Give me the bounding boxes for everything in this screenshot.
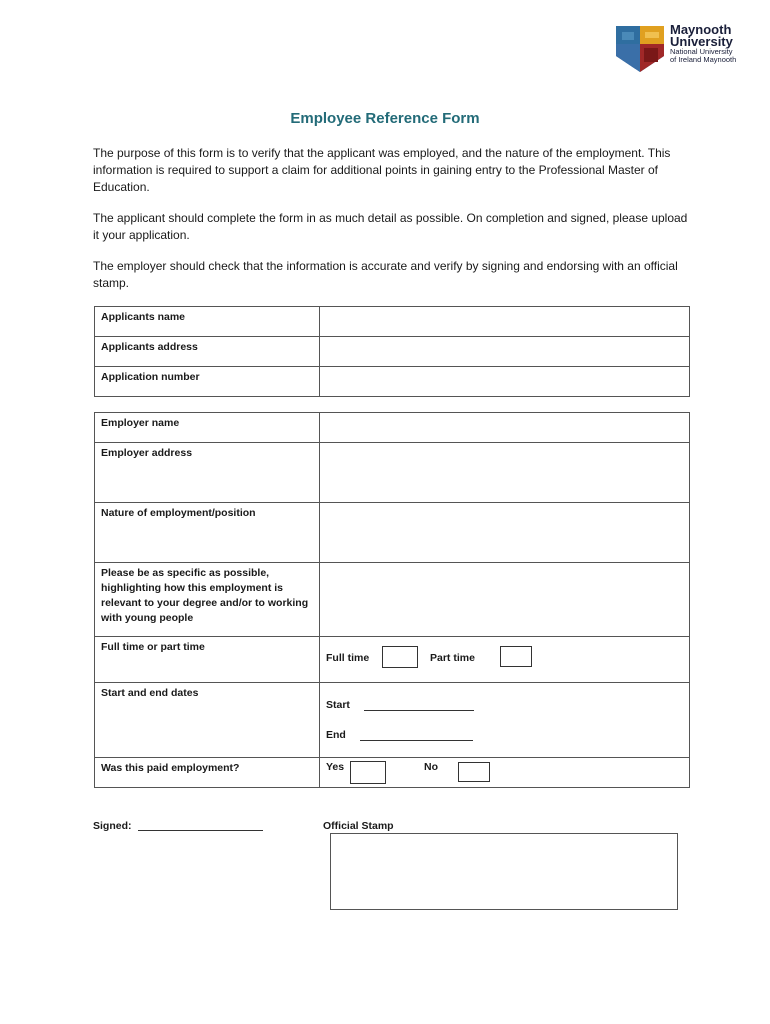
signature-input[interactable]: [138, 830, 263, 831]
full-part-time-label: Full time or part time: [95, 637, 320, 683]
paid-yes-checkbox[interactable]: [350, 761, 386, 784]
full-time-label: Full time: [326, 652, 370, 664]
full-time-checkbox[interactable]: [382, 646, 418, 668]
relevance-label: Please be as specific as possible, highlighting how this employment is relevant to your degree and/or to working with young people: [95, 563, 320, 637]
purpose-paragraph: The purpose of this form is to verify that the applicant was employed, and the nature of the employment. This information is required to support a claim for additional points in gaining entry to the Professional Master of Education.: [93, 146, 671, 194]
paid-no-checkbox[interactable]: [458, 762, 490, 782]
official-stamp-label: Official Stamp: [323, 820, 394, 832]
end-date-input[interactable]: [360, 740, 473, 741]
end-date-label: End: [326, 729, 346, 741]
start-date-input[interactable]: [364, 710, 474, 711]
applicants-address-label: Applicants address: [95, 337, 320, 367]
application-number-field[interactable]: [320, 367, 690, 397]
relevance-field[interactable]: [320, 563, 690, 637]
official-stamp-box[interactable]: [330, 833, 678, 910]
university-crest-icon: [614, 24, 666, 74]
paid-no-label: No: [424, 761, 438, 773]
part-time-checkbox[interactable]: [500, 646, 532, 667]
paid-employment-label: Was this paid employment?: [95, 758, 320, 788]
applicants-name-field[interactable]: [320, 307, 690, 337]
nature-of-employment-label: Nature of employment/position: [95, 503, 320, 563]
logo-name-line1: Maynooth: [670, 22, 732, 37]
university-logo: [614, 24, 744, 74]
employer-table: [94, 412, 690, 788]
applicants-name-label: Applicants name: [95, 307, 320, 337]
start-date-label: Start: [326, 699, 350, 711]
full-part-time-cell: [320, 637, 690, 683]
employer-instructions: The employer should check that the information is accurate and verify by signing and endorsing with an official stamp.: [93, 259, 678, 290]
logo-sub-line2: of Ireland Maynooth: [670, 55, 737, 64]
logo-sub-line1: National University: [670, 47, 733, 56]
employer-name-label: Employer name: [95, 413, 320, 443]
applicant-table: [94, 306, 690, 397]
application-number-label: Application number: [95, 367, 320, 397]
signed-label: Signed:: [93, 820, 132, 832]
start-end-dates-cell: [320, 683, 690, 758]
part-time-label: Part time: [430, 652, 475, 664]
logo-name-line2: University: [670, 34, 733, 49]
employer-address-label: Employer address: [95, 443, 320, 503]
page-title: Employee Reference Form: [290, 110, 480, 127]
nature-of-employment-field[interactable]: [320, 503, 690, 563]
applicants-address-field[interactable]: [320, 337, 690, 367]
employer-address-field[interactable]: [320, 443, 690, 503]
applicant-instructions: The applicant should complete the form in as much detail as possible. On completion and signed, please upload it your application.: [93, 211, 688, 242]
paid-employment-cell: [320, 758, 690, 788]
employer-name-field[interactable]: [320, 413, 690, 443]
start-end-dates-label: Start and end dates: [95, 683, 320, 758]
paid-yes-label: Yes: [326, 761, 345, 773]
